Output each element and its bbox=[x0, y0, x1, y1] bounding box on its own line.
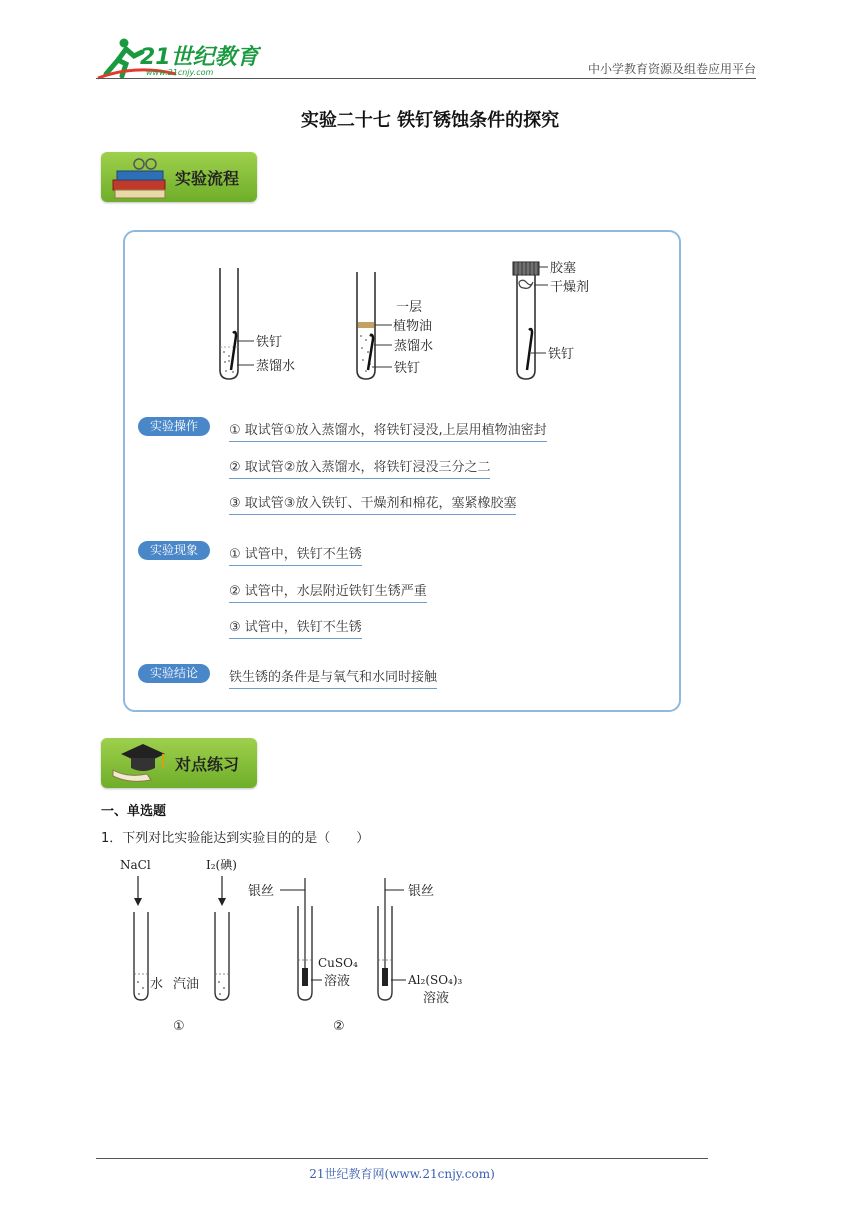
fig1-label: ① bbox=[173, 1019, 185, 1034]
operation-step-1: ① 取试管①放入蒸馏水，将铁钉浸没,上层用植物油密封 bbox=[229, 419, 547, 442]
operation-step-3: ③ 取试管③放入铁钉、干燥剂和棉花，塞紧橡胶塞 bbox=[229, 492, 516, 515]
iron-nail-icon bbox=[527, 329, 532, 370]
t1-water-label: 蒸馏水 bbox=[256, 359, 296, 374]
fig2-label: ② bbox=[333, 1019, 345, 1034]
operation-step-2: ② 取试管②放入蒸馏水，将铁钉浸没三分之二 bbox=[229, 456, 490, 479]
t3-desiccant-label: 干燥剂 bbox=[550, 280, 590, 295]
t2-layer-label: 一层 bbox=[396, 300, 423, 315]
t1-nail-label: 铁钉 bbox=[256, 335, 283, 350]
t3-stopper-label: 胶塞 bbox=[550, 261, 577, 276]
sol2-label: 溶液 bbox=[423, 991, 450, 1006]
t2-nail-label: 铁钉 bbox=[394, 361, 421, 376]
phenomenon-label: 实验现象 bbox=[138, 541, 210, 560]
gasoline-label: 汽油 bbox=[173, 977, 200, 992]
test-tube-2 bbox=[357, 272, 433, 379]
sol1-label: 溶液 bbox=[324, 974, 351, 989]
logo-url: www.21cnjy.com bbox=[146, 68, 214, 77]
iron-nail-icon bbox=[368, 335, 373, 370]
conclusion-label: 实验结论 bbox=[138, 664, 210, 683]
phenomenon-step-3: ③ 试管中，铁钉不生锈 bbox=[229, 616, 362, 639]
phenomenon-step-1: ① 试管中，铁钉不生锈 bbox=[229, 543, 362, 566]
phenomenon-step-2: ② 试管中，水层附近铁钉生锈严重 bbox=[229, 580, 427, 603]
tube-gasoline bbox=[215, 912, 229, 1000]
test-tube-diagram bbox=[0, 0, 860, 400]
conclusion-text: 铁生锈的条件是与氧气和水同时接触 bbox=[229, 666, 437, 689]
silver1-label: 银丝 bbox=[248, 884, 275, 899]
banner-practice-label: 对点练习 bbox=[175, 755, 240, 774]
footer-divider bbox=[96, 1158, 708, 1159]
rubber-stopper-icon bbox=[513, 262, 539, 275]
question-1-stem: 1．下列对比实验能达到实验目的的是（ ） bbox=[101, 831, 370, 846]
nacl-label: NaCl bbox=[120, 858, 151, 872]
test-tube-1 bbox=[220, 268, 295, 379]
test-tube-3 bbox=[513, 261, 589, 379]
iodine-label: I₂(碘) bbox=[206, 858, 237, 872]
platform-name: 中小学教育资源及组卷应用平台 bbox=[587, 62, 756, 76]
page-title: 实验二十七 铁钉锈蚀条件的探究 bbox=[300, 110, 560, 131]
banner-practice bbox=[101, 738, 257, 788]
t3-nail-label: 铁钉 bbox=[548, 347, 575, 362]
arrow-down-icon bbox=[134, 898, 142, 906]
t2-water-label: 蒸馏水 bbox=[394, 339, 434, 354]
section-heading: 一、单选题 bbox=[101, 804, 167, 819]
tube-water bbox=[134, 912, 148, 1000]
logo-text: 21世纪教育 bbox=[140, 45, 259, 70]
iron-nail-icon bbox=[231, 332, 236, 370]
silver2-label: 银丝 bbox=[408, 884, 435, 899]
al2so4-label: Al₂(SO₄)₃ bbox=[408, 973, 463, 987]
arrow-down-icon bbox=[218, 898, 226, 906]
banner-process-label: 实验流程 bbox=[175, 169, 240, 188]
footer-text: 21世纪教育网(www.21cnjy.com) bbox=[309, 1167, 495, 1181]
question-1-diagram bbox=[100, 850, 500, 1040]
water-label: 水 bbox=[150, 977, 164, 992]
cotton-icon bbox=[519, 280, 533, 288]
operation-label: 实验操作 bbox=[138, 417, 210, 436]
t2-oil-label: 植物油 bbox=[393, 319, 433, 334]
graduation-cap-icon bbox=[107, 740, 171, 786]
cuso4-label: CuSO₄ bbox=[318, 956, 358, 970]
